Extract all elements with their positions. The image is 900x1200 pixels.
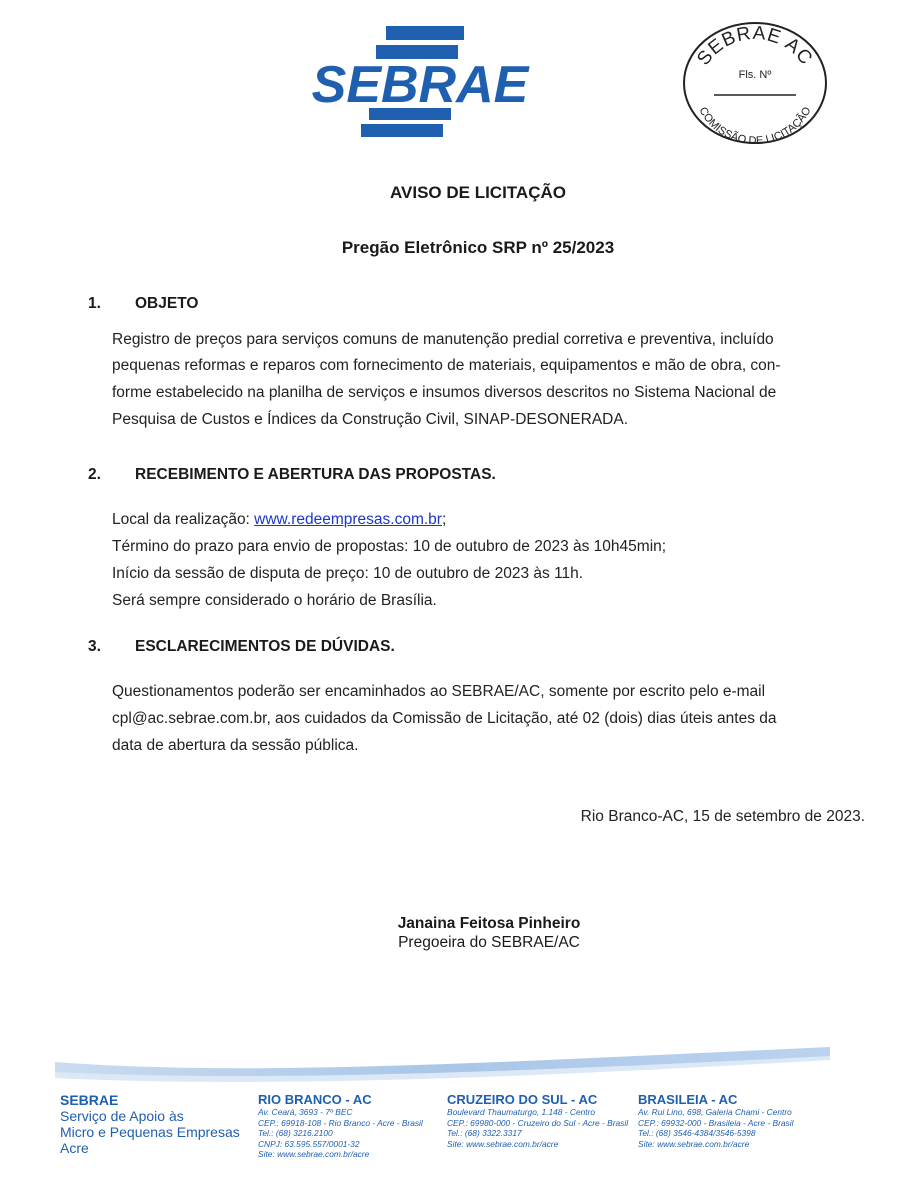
footer-office-title: BRASILEIA - AC [638,1092,738,1107]
footer-org-line: Micro e Pequenas Empresas [60,1124,240,1140]
paragraph-line: Registro de preços para serviços comuns de manutenção predial corretiva e preventiva, incluído [112,331,774,348]
footer-office [447,1092,628,1149]
footer-office-line: Site: www.sebrae.com.br/acre [258,1149,370,1159]
section-number: 2. [88,466,101,483]
paragraph-line: cpl@ac.sebrae.com.br, aos cuidados da Comissão de Licitação, até 02 (dois) dias úteis antes da [112,710,777,727]
stamp-top-text: SEBRAE AC [693,22,817,70]
paragraph-line: Pesquisa de Custos e Índices da Construção Civil, SINAP-DESONERADA. [112,411,629,428]
document-subtitle: Pregão Eletrônico SRP nº 25/2023 [341,238,615,257]
section-heading: RECEBIMENTO E ABERTURA DAS PROPOSTAS. [135,466,496,483]
schedule-line: Término do prazo para envio de propostas: 10 de outubro de 2023 às 10h45min; [112,538,667,555]
section-number: 1. [88,295,101,312]
commission-stamp [680,20,830,146]
signatory-name: Janaina Feitosa Pinheiro [397,915,581,932]
stamp-bottom-text: COMISSÃO DE LICITAÇÃO [696,105,814,146]
footer-org-name: SEBRAE [60,1092,119,1108]
footer-office-line: CEP.: 69980-000 - Cruzeiro do Sul - Acre - Brasil [447,1117,629,1128]
footer-office-line: CNPJ: 63.595.557/0001-32 [258,1138,360,1149]
section-heading: OBJETO [135,295,199,312]
place-and-date: Rio Branco-AC, 15 de setembro de 2023. [580,808,865,825]
stamp-inner-label: Fls. Nº [738,69,772,81]
footer-office-line: Av. Rui Lino, 698, Galeria Chami - Centro [638,1107,792,1117]
footer-office-title: CRUZEIRO DO SUL - AC [447,1092,598,1107]
footer-org-line: Acre [60,1140,89,1156]
footer-office-line: Boulevard Thaumaturgo, 1.148 - Centro [447,1107,596,1117]
svg-text:COMISSÃO DE LICITAÇÃO [696,105,813,146]
document-title: AVISO DE LICITAÇÃO [390,183,566,202]
footer-office-line: Av. Ceará, 3693 - 7º BEC [258,1107,353,1117]
paragraph-line: Questionamentos poderão ser encaminhados ao SEBRAE/AC, somente por escrito pelo e-mail [112,683,766,700]
footer-office-line: Site: www.sebrae.com.br/acre [638,1138,750,1149]
schedule-line: Será sempre considerado o horário de Brasília. [112,592,437,609]
footer-org [60,1092,240,1156]
footer-wave [0,1022,900,1092]
footer-office-line: Tel.: (68) 3546-4384/3546-5398 [638,1128,756,1138]
venue-line [112,511,446,529]
paragraph-line: pequenas reformas e reparos com fornecimento de materiais, equipamentos e mão de obra, con- [112,357,781,374]
svg-text:SEBRAE AC [693,23,816,70]
paragraph-line: forme estabelecido na planilha de serviços e insumos diversos descritos no Sistema Nacional de [112,384,777,401]
footer-office [638,1092,793,1149]
paragraph-line: data de abertura da sessão pública. [112,737,359,754]
footer-office-line: Site: www.sebrae.com.br/acre [447,1138,559,1149]
logo-wordmark: SEBRAE [311,56,529,114]
footer-office-line: Tel.: (68) 3216.2100 [258,1128,333,1138]
footer-office-line: Tel.: (68) 3322.3317 [447,1128,522,1138]
footer-office-line: CEP.: 69918-108 - Rio Branco - Acre - Brasil [258,1117,423,1128]
venue-label: Local da realização: [112,511,255,528]
section-heading: ESCLARECIMENTOS DE DÚVIDAS. [135,638,395,655]
schedule-line: Início da sessão de disputa de preço: 10 de outubro de 2023 às 11h. [112,565,584,582]
footer-office-title: RIO BRANCO - AC [258,1092,372,1107]
section-number: 3. [88,638,101,655]
venue-suffix: ; [441,511,447,528]
sebrae-logo [303,26,538,138]
footer-office-line: CEP.: 69932-000 - Brasileia - Acre - Brasil [638,1117,794,1128]
venue-link[interactable]: www.redeempresas.com.br [254,511,442,528]
footer-org-line: Serviço de Apoio às [60,1108,184,1124]
footer-office [258,1092,423,1160]
signatory-role: Pregoeira do SEBRAE/AC [398,934,580,951]
